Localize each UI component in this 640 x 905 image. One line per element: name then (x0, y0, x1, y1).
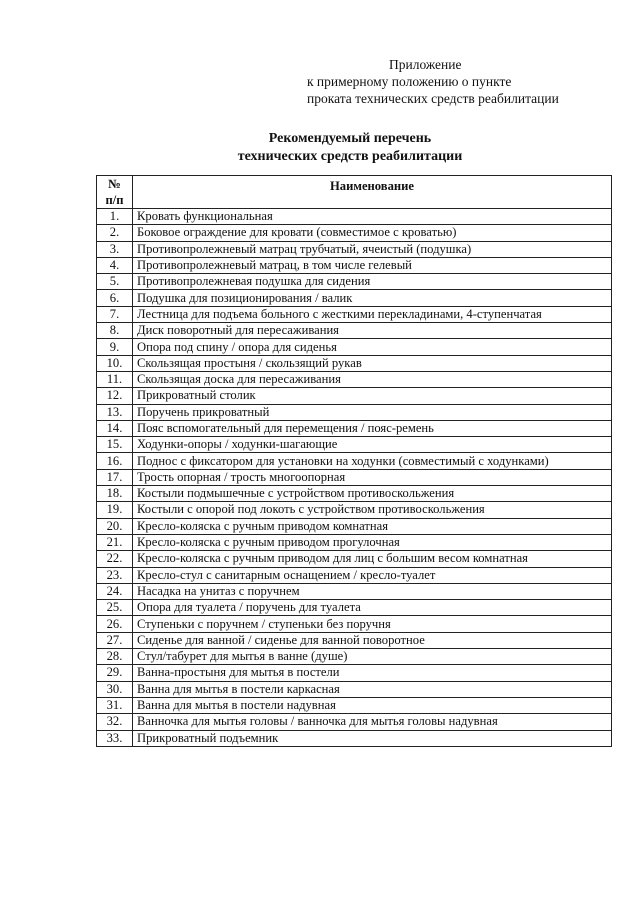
table-row (97, 437, 612, 453)
row-number: 18. (97, 486, 133, 502)
document-title-line: технических средств реабилитации (237, 149, 463, 164)
table-header-row (97, 176, 612, 209)
row-number: 19. (97, 502, 133, 518)
table-row (97, 567, 612, 583)
row-number: 15. (97, 437, 133, 453)
row-number: 31. (97, 697, 133, 713)
table-row (97, 306, 612, 322)
row-item-name: Опора под спину / опора для сиденья (133, 339, 612, 355)
row-item-name: Поручень прикроватный (133, 404, 612, 420)
table-row (97, 551, 612, 567)
row-item-name: Скользящая доска для пересаживания (133, 371, 612, 387)
row-number: 7. (97, 306, 133, 322)
table-row (97, 339, 612, 355)
row-item-name: Костыли с опорой под локоть с устройством противоскольжения (133, 502, 612, 518)
row-number: 23. (97, 567, 133, 583)
row-number: 2. (97, 225, 133, 241)
row-item-name: Опора для туалета / поручень для туалета (133, 600, 612, 616)
row-number: 11. (97, 371, 133, 387)
row-item-name: Ванна для мытья в постели надувная (133, 697, 612, 713)
row-item-name: Кресло-стул с санитарным оснащением / кресло-туалет (133, 567, 612, 583)
row-item-name: Кресло-коляска с ручным приводом прогулочная (133, 534, 612, 550)
row-number: 16. (97, 453, 133, 469)
row-item-name: Сиденье для ванной / сиденье для ванной поворотное (133, 632, 612, 648)
row-item-name: Диск поворотный для пересаживания (133, 323, 612, 339)
row-item-name: Противопролежневый матрац трубчатый, ячеистый (подушка) (133, 241, 612, 257)
row-item-name: Противопролежневый матрац, в том числе гелевый (133, 257, 612, 273)
table-row (97, 616, 612, 632)
row-number: 30. (97, 681, 133, 697)
row-number: 21. (97, 534, 133, 550)
row-item-name: Ступеньки с поручнем / ступеньки без поручня (133, 616, 612, 632)
row-item-name: Прикроватный подъемник (133, 730, 612, 746)
table-row (97, 600, 612, 616)
row-item-name: Ванна-простыня для мытья в постели (133, 665, 612, 681)
table-row (97, 225, 612, 241)
appendix-reference-line: проката технических средств реабилитации (307, 91, 559, 106)
table-row (97, 257, 612, 273)
table-row (97, 420, 612, 436)
row-item-name: Ванночка для мытья головы / ванночка для мытья головы надувная (133, 714, 612, 730)
document-title (0, 130, 640, 166)
row-number: 4. (97, 257, 133, 273)
table-row (97, 534, 612, 550)
row-number: 22. (97, 551, 133, 567)
document-title-line: Рекомендуемый перечень (268, 131, 432, 146)
appendix-header (307, 56, 559, 107)
table-row (97, 632, 612, 648)
table-body (97, 209, 612, 747)
row-item-name: Насадка на унитаз с поручнем (133, 583, 612, 599)
row-item-name: Подушка для позиционирования / валик (133, 290, 612, 306)
table-row (97, 681, 612, 697)
table-row (97, 469, 612, 485)
row-item-name: Противопролежневая подушка для сидения (133, 274, 612, 290)
row-item-name: Кресло-коляска с ручным приводом комнатная (133, 518, 612, 534)
table-row (97, 649, 612, 665)
table-row (97, 290, 612, 306)
row-number: 5. (97, 274, 133, 290)
row-number: 10. (97, 355, 133, 371)
table-row (97, 453, 612, 469)
row-number: 8. (97, 323, 133, 339)
row-item-name: Поднос с фиксатором для установки на ходунки (совместимый с ходунками) (133, 453, 612, 469)
appendix-label: Приложение (389, 57, 462, 72)
row-item-name: Кровать функциональная (133, 209, 612, 225)
table-row (97, 697, 612, 713)
row-number: 14. (97, 420, 133, 436)
row-item-name: Прикроватный столик (133, 388, 612, 404)
row-item-name: Скользящая простыня / скользящий рукав (133, 355, 612, 371)
row-item-name: Боковое ограждение для кровати (совместимое с кроватью) (133, 225, 612, 241)
row-number: 29. (97, 665, 133, 681)
table-row (97, 583, 612, 599)
table-row (97, 730, 612, 746)
row-item-name: Стул/табурет для мытья в ванне (душе) (133, 649, 612, 665)
row-item-name: Костыли подмышечные с устройством противоскольжения (133, 486, 612, 502)
row-item-name: Пояс вспомогательный для перемещения / пояс-ремень (133, 420, 612, 436)
table-row (97, 209, 612, 225)
column-header-number-sign: № (108, 177, 121, 191)
row-item-name: Ходунки-опоры / ходунки-шагающие (133, 437, 612, 453)
table-row (97, 371, 612, 387)
row-number: 26. (97, 616, 133, 632)
row-number: 6. (97, 290, 133, 306)
appendix-reference-line: к примерному положению о пункте (307, 74, 512, 89)
table-row (97, 502, 612, 518)
row-number: 17. (97, 469, 133, 485)
table-row (97, 355, 612, 371)
row-number: 25. (97, 600, 133, 616)
table-row (97, 518, 612, 534)
column-header-number (97, 176, 133, 209)
row-item-name: Лестница для подъема больного с жесткими перекладинами, 4-ступенчатая (133, 306, 612, 322)
row-number: 13. (97, 404, 133, 420)
table-row (97, 404, 612, 420)
row-item-name: Трость опорная / трость многоопорная (133, 469, 612, 485)
row-number: 20. (97, 518, 133, 534)
table-row (97, 274, 612, 290)
row-number: 9. (97, 339, 133, 355)
row-number: 28. (97, 649, 133, 665)
row-number: 32. (97, 714, 133, 730)
row-number: 24. (97, 583, 133, 599)
table-row (97, 323, 612, 339)
equipment-table (96, 175, 612, 747)
table-row (97, 665, 612, 681)
row-number: 1. (97, 209, 133, 225)
table-row (97, 486, 612, 502)
row-item-name: Кресло-коляска с ручным приводом для лиц с большим весом комнатная (133, 551, 612, 567)
row-item-name: Ванна для мытья в постели каркасная (133, 681, 612, 697)
row-number: 33. (97, 730, 133, 746)
table-row (97, 241, 612, 257)
row-number: 27. (97, 632, 133, 648)
column-header-name: Наименование (133, 176, 612, 209)
table-row (97, 388, 612, 404)
column-header-number-abbrev: п/п (105, 193, 124, 207)
row-number: 12. (97, 388, 133, 404)
row-number: 3. (97, 241, 133, 257)
table-row (97, 714, 612, 730)
